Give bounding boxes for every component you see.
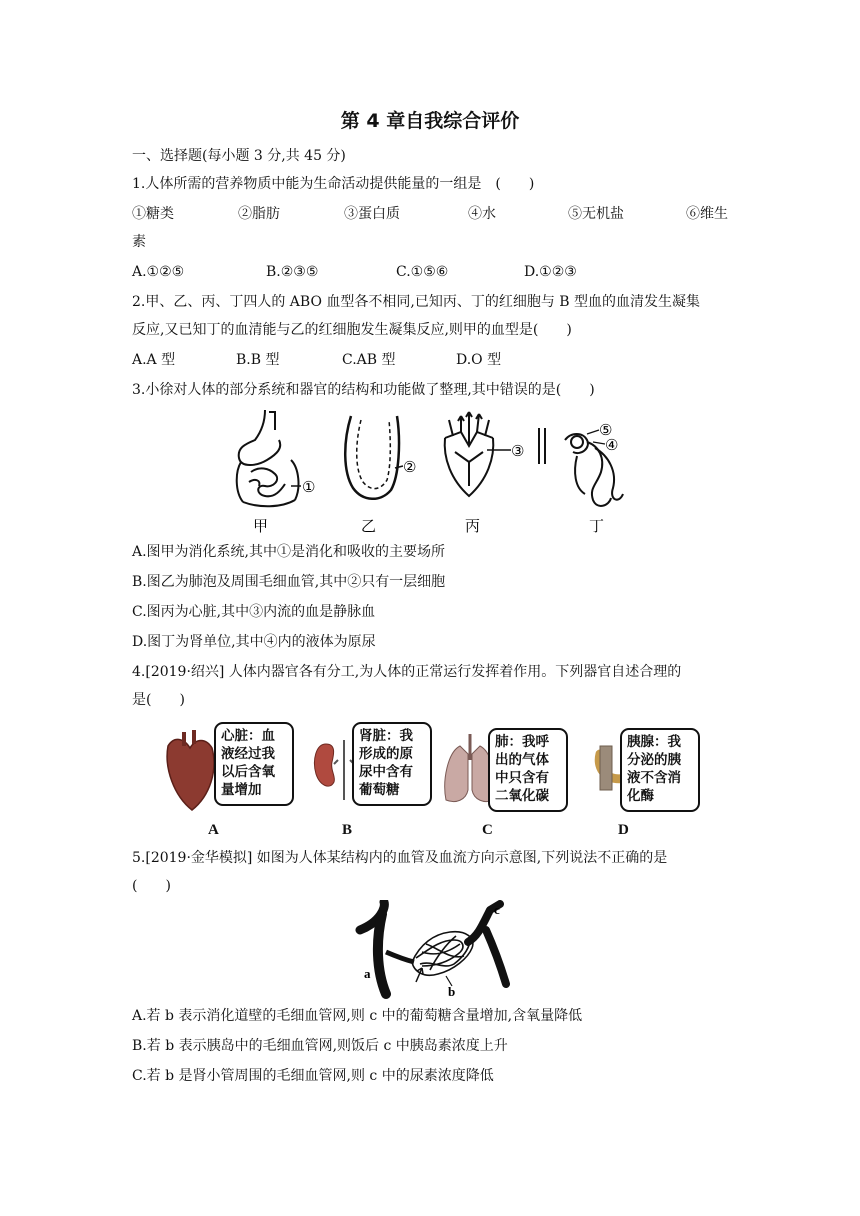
marker-2: ② (403, 458, 417, 476)
q1-item: ④水 (468, 206, 496, 222)
q5-option-c: C.若 b 是肾小管周围的毛细血管网,则 c 中的尿素浓度降低 (132, 1068, 494, 1084)
figure-label-yi: 乙 (361, 517, 377, 535)
figure-label-ding: 丁 (589, 517, 605, 535)
q2-option-d: D.O 型 (456, 352, 502, 368)
q1-option-b: B.②③⑤ (266, 264, 319, 280)
lung-speech-bubble: 肺：我呼 出的气体 中只含有 二氧化碳 (488, 728, 568, 812)
figure-label-b: b (448, 984, 456, 999)
q1-item: ⑤无机盐 (568, 206, 624, 222)
q1-item: ③蛋白质 (344, 206, 400, 222)
figure-label-a: a (364, 966, 371, 981)
q5-stem-line2: ( ) (132, 878, 171, 894)
marker-3: ③ (511, 442, 525, 460)
digestive-system-drawing (237, 410, 299, 506)
q3-organ-figure (225, 402, 645, 538)
q5-blood-vessel-figure (350, 900, 520, 1000)
marker-line (593, 442, 605, 444)
marker-5: ⑤ (599, 421, 613, 439)
q2-stem-line2: 反应,又已知丁的血清能与乙的红细胞发生凝集反应,则甲的血型是( ) (132, 322, 572, 338)
q1-stem: 1.人体所需的营养物质中能为生命活动提供能量的一组是 ( ) (132, 176, 535, 192)
q2-stem-line1: 2.甲、乙、丙、丁四人的 ABO 血型各不相同,已知丙、丁的红细胞与 B 型血的血清发生凝集 (132, 294, 701, 310)
q4-stem-line2: 是( ) (132, 692, 185, 708)
q3-option-a: A.图甲为消化系统,其中①是消化和吸收的主要场所 (132, 544, 446, 560)
q1-option-a: A.①②⑤ (132, 264, 185, 280)
marker-1: ① (302, 478, 316, 496)
heart-image (167, 730, 214, 810)
section-heading: 一、选择题(每小题 3 分,共 45 分) (132, 148, 346, 164)
marker-4: ④ (605, 436, 619, 454)
q1-item: ②脂肪 (238, 206, 280, 222)
q3-option-c: C.图丙为心脏,其中③内流的血是静脉血 (132, 604, 376, 620)
q5-stem-line1: 5.[2019·金华模拟] 如图为人体某结构内的血管及血流方向示意图,下列说法不正确的是 (132, 850, 668, 866)
figure-label-bing: 丙 (465, 517, 481, 535)
q1-option-c: C.①⑤⑥ (396, 264, 449, 280)
q3-option-d: D.图丁为肾单位,其中④内的液体为原尿 (132, 634, 376, 650)
figure-label-jia: 甲 (253, 517, 269, 535)
q1-option-d: D.①②③ (524, 264, 577, 280)
q4-label-c: C (482, 822, 493, 838)
q3-stem: 3.小徐对人体的部分系统和器官的结构和功能做了整理,其中错误的是( ) (132, 382, 595, 398)
q2-option-c: C.AB 型 (342, 352, 396, 368)
q1-item-wrap: 素 (132, 234, 146, 250)
figure-label-c: c (494, 902, 500, 917)
kidney-speech-bubble: 肾脏：我 形成的原 尿中含有 葡萄糖 (352, 722, 432, 806)
q3-option-b: B.图乙为肺泡及周围毛细血管,其中②只有一层细胞 (132, 574, 446, 590)
heart-drawing (445, 412, 494, 496)
alveolus-drawing (345, 416, 399, 499)
q1-item: ①糖类 (132, 206, 174, 222)
pancreas-speech-bubble: 胰腺：我 分泌的胰 液不含消 化酶 (620, 728, 700, 812)
marker-line (587, 430, 599, 434)
q1-item: ⑥维生 (686, 206, 728, 222)
heart-speech-bubble: 心脏：血 液经过我 以后含氧 量增加 (214, 722, 294, 806)
q4-label-b: B (342, 822, 353, 838)
q5-option-b: B.若 b 表示胰岛中的毛细血管网,则饭后 c 中胰岛素浓度上升 (132, 1038, 508, 1054)
marker-line (395, 466, 403, 468)
q5-option-a: A.若 b 表示消化道壁的毛细血管网,则 c 中的葡萄糖含量增加,含氧量降低 (132, 1008, 583, 1024)
q4-label-d: D (618, 822, 629, 838)
q4-label-a: A (208, 822, 219, 838)
q2-option-a: A.A 型 (132, 352, 176, 368)
q2-option-b: B.B 型 (236, 352, 280, 368)
q4-stem-line1: 4.[2019·绍兴] 人体内器官各有分工,为人体的正常运行发挥着作用。下列器官自述合理的 (132, 664, 682, 680)
page-title: 第 4 章自我综合评价 (340, 110, 520, 132)
